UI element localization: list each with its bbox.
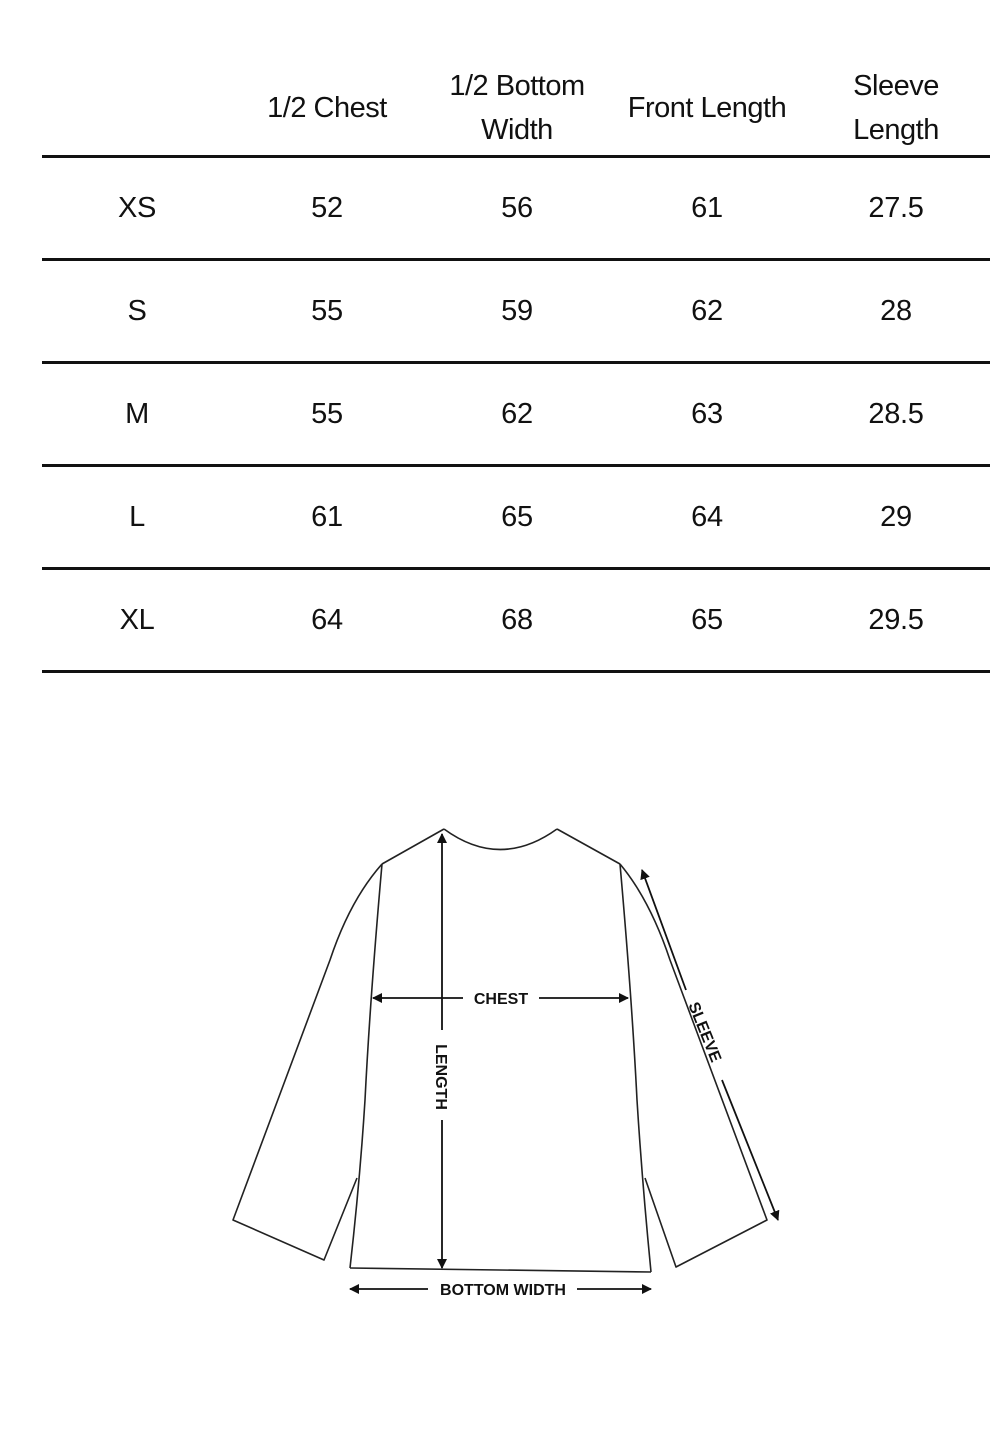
sleeve-length-value: 28.5	[868, 397, 924, 430]
header-half-chest: 1/2 Chest	[267, 91, 387, 124]
sleeve-label: SLEEVE	[684, 999, 724, 1065]
sleeve-measurement	[642, 870, 778, 1220]
header-front-length: Front Length	[627, 91, 787, 124]
front-length-value: 61	[691, 191, 723, 224]
half-bottom-width-value: 68	[501, 603, 533, 636]
table-row	[42, 364, 990, 467]
front-length-value: 65	[691, 603, 723, 636]
left-sleeve-outer	[233, 864, 382, 1260]
size-chart-table	[42, 60, 990, 673]
table-row	[42, 158, 990, 261]
size-label: M	[125, 397, 149, 430]
table-row	[42, 570, 990, 673]
sleeve-length-value: 27.5	[868, 191, 924, 224]
half-chest-value: 61	[311, 500, 343, 533]
size-label: XS	[117, 191, 157, 224]
header-sleeve-length: Sleeve Length	[853, 69, 939, 146]
half-bottom-width-value: 62	[501, 397, 533, 430]
table-row	[42, 467, 990, 570]
half-bottom-width-value: 59	[501, 294, 533, 327]
left-shoulder-line	[382, 829, 444, 864]
right-body-side	[620, 864, 651, 1272]
chest-label: CHEST	[473, 991, 529, 1008]
sleeve-arrow-top	[642, 870, 686, 990]
size-label: XL	[119, 603, 155, 636]
half-bottom-width-value: 56	[501, 191, 533, 224]
half-chest-value: 55	[311, 397, 343, 430]
length-label: LENGTH	[432, 1044, 449, 1110]
right-shoulder-line	[557, 829, 620, 864]
size-label: S	[127, 294, 147, 327]
half-chest-value: 55	[311, 294, 343, 327]
header-half-bottom-width: 1/2 Bottom Width	[449, 69, 585, 146]
hem-line	[350, 1268, 651, 1272]
bottom-width-label: BOTTOM WIDTH	[440, 1282, 566, 1299]
table-row	[42, 261, 990, 364]
sleeve-length-value: 29	[880, 500, 912, 533]
half-bottom-width-value: 65	[501, 500, 533, 533]
left-body-side	[350, 864, 382, 1268]
front-length-value: 64	[691, 500, 723, 533]
sweater-outline	[233, 829, 767, 1272]
sleeve-length-value: 29.5	[868, 603, 924, 636]
half-chest-value: 64	[311, 603, 343, 636]
header-size	[42, 60, 232, 155]
size-label: L	[129, 500, 145, 533]
right-sleeve-outer	[620, 864, 767, 1267]
front-length-value: 62	[691, 294, 723, 327]
front-length-value: 63	[691, 397, 723, 430]
sleeve-arrow-bottom	[722, 1080, 778, 1220]
neckline-shape	[444, 829, 557, 850]
sleeve-length-value: 28	[880, 294, 912, 327]
half-chest-value: 52	[311, 191, 343, 224]
table-header-row	[42, 60, 990, 158]
